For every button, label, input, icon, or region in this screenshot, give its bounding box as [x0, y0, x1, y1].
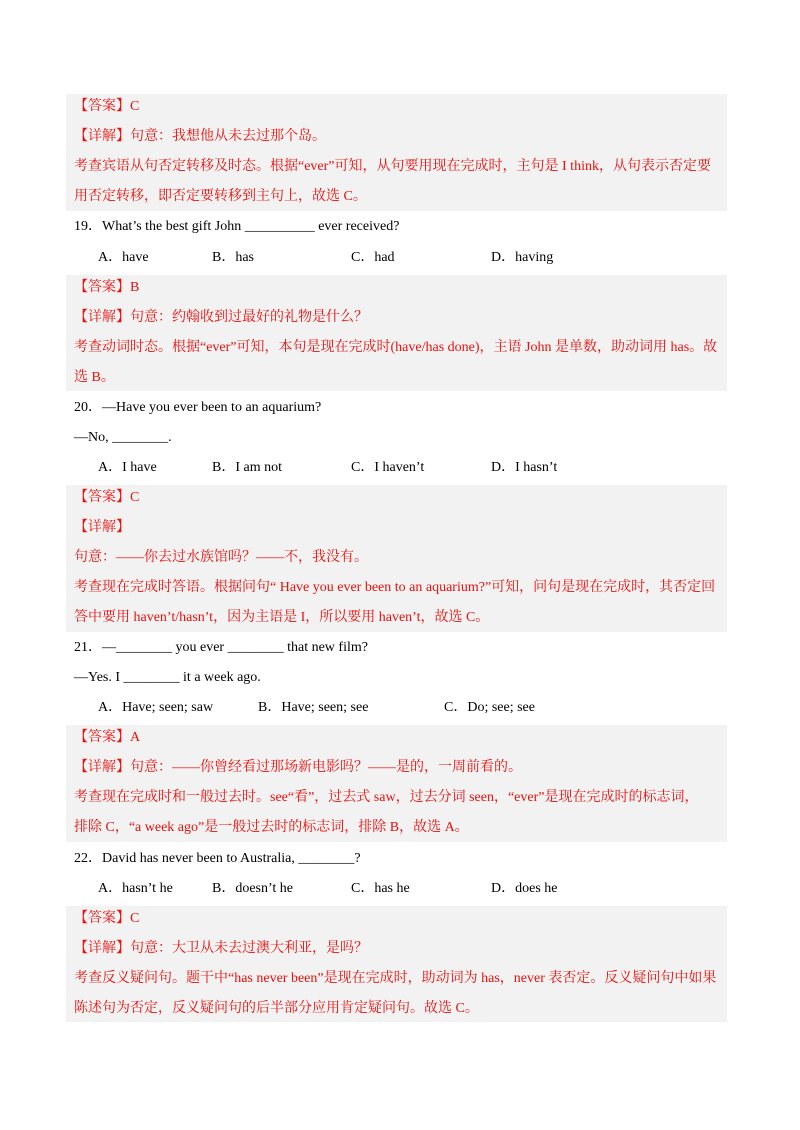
answer-label: 【答案】C	[74, 911, 140, 926]
option-a: A．I have	[98, 460, 157, 475]
question-22-stem: 22．David has never been to Australia, ________?	[74, 851, 361, 866]
option-a: A．have	[98, 250, 149, 265]
answer-label: 【答案】C	[74, 490, 140, 505]
explanation-line: 选 B。	[74, 370, 115, 385]
question-21-stem: 21．—________ you ever ________ that new film?	[74, 640, 368, 655]
explanation-line: 排除 C，“a week ago”是一般过去时的标志词，排除 B，故选 A。	[74, 820, 469, 835]
answer-label: 【答案】A	[74, 730, 141, 745]
option-d: D．I hasn’t	[491, 460, 558, 475]
detail-label: 【详解】	[74, 520, 130, 535]
option-b: B．has	[212, 250, 254, 265]
option-d: D．having	[491, 250, 554, 265]
question-21-stem-line2: —Yes. I ________ it a week ago.	[74, 670, 261, 685]
explanation-line: 考查宾语从句否定转移及时态。根据“ever”可知，从句要用现在完成时，主句是 I think，从句表示否定要	[74, 159, 711, 174]
explanation-line: 考查现在完成时和一般过去时。see“看”，过去式 saw，过去分词 seen，“ever”是现在完成时的标志词，	[74, 790, 699, 805]
explanation-line: 考查反义疑问句。题干中“has never been”是现在完成时，助动词为 has，never 表否定。反义疑问句中如果	[74, 971, 717, 986]
question-20-stem-line2: —No, ________.	[74, 430, 172, 445]
option-b: B．I am not	[212, 460, 282, 475]
explanation-line: 考查动词时态。根据“ever”可知，本句是现在完成时(have/has done)，主语 John 是单数，助动词用 has。故	[74, 340, 718, 355]
option-c: C．had	[351, 250, 395, 265]
detail-label: 【详解】句意：我想他从未去过那个岛。	[74, 129, 326, 144]
explanation-line: 考查现在完成时答语。根据问句“ Have you ever been to an aquarium?”可知，问句是现在完成时，其否定回	[74, 580, 716, 595]
explanation-line: 用否定转移，即否定要转移到主句上，故选 C。	[74, 189, 367, 204]
detail-label: 【详解】句意：——你曾经看过那场新电影吗？——是的，一周前看的。	[74, 760, 522, 775]
option-c: C．has he	[351, 881, 410, 896]
explanation-line: 陈述句为否定，反义疑问句的后半部分应用肯定疑问句。故选 C。	[74, 1001, 479, 1016]
option-a: A．Have; seen; saw	[98, 700, 214, 715]
answer-block-19	[66, 275, 727, 391]
option-b: B．doesn’t he	[212, 881, 294, 896]
detail-label: 【详解】句意：大卫从未去过澳大利亚，是吗？	[74, 941, 368, 956]
explanation-line: 答中要用 haven’t/hasn’t，因为主语是 I，所以要用 haven’t，故选 C。	[74, 610, 490, 625]
option-c: C．I haven’t	[351, 460, 425, 475]
answer-label: 【答案】C	[74, 99, 140, 114]
option-b: B．Have; seen; see	[258, 700, 369, 715]
question-19-stem: 19．What’s the best gift John __________ ever received?	[74, 219, 400, 234]
detail-label: 【详解】句意：约翰收到过最好的礼物是什么？	[74, 310, 368, 325]
option-c: C．Do; see; see	[444, 700, 535, 715]
option-a: A．hasn’t he	[98, 881, 173, 896]
sentence-meaning: 句意：——你去过水族馆吗？——不，我没有。	[74, 550, 368, 565]
answer-label: 【答案】B	[74, 280, 140, 295]
option-d: D．does he	[491, 881, 558, 896]
question-20-stem: 20．—Have you ever been to an aquarium?	[74, 400, 322, 415]
